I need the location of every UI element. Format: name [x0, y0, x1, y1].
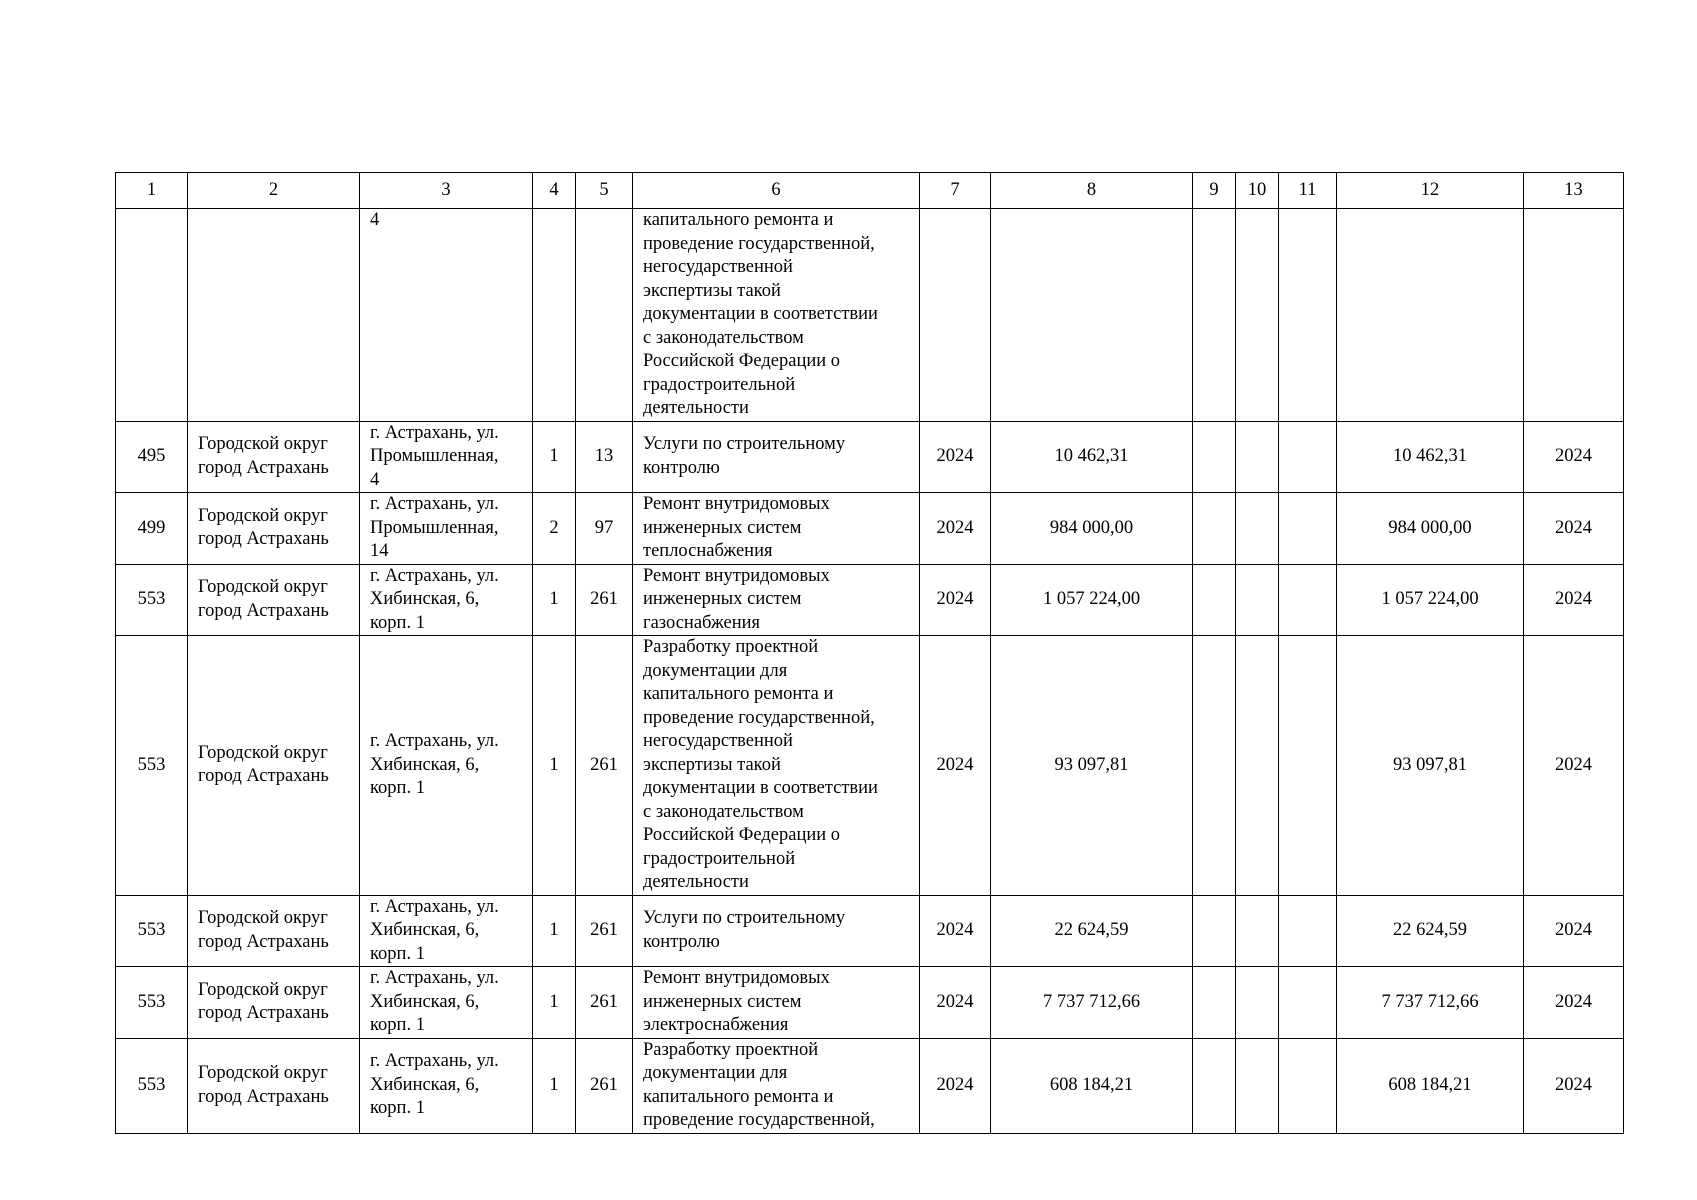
- table-cell: [576, 895, 633, 967]
- cell-text: 93 097,81: [1393, 754, 1467, 775]
- table-cell: [1236, 1038, 1279, 1133]
- header-cell: 3: [360, 173, 533, 209]
- table-cell: [920, 421, 991, 493]
- table-row: [116, 493, 1624, 565]
- cell-text: Городской округ город Астрахань: [198, 908, 329, 952]
- table-cell: [1193, 209, 1236, 422]
- table-cell: [116, 209, 188, 422]
- table-cell: [633, 1038, 920, 1133]
- cell-text: 2024: [1555, 1074, 1592, 1095]
- table-cell: [576, 1038, 633, 1133]
- table-cell: [533, 967, 576, 1039]
- table-cell: [991, 967, 1193, 1039]
- table-cell: [920, 564, 991, 636]
- table-cell: [920, 1038, 991, 1133]
- table-cell: [116, 895, 188, 967]
- table-cell: [360, 895, 533, 967]
- table-cell: [920, 636, 991, 896]
- header-cell: 6: [633, 173, 920, 209]
- cell-text: 553: [137, 754, 166, 775]
- table-cell: [633, 636, 920, 896]
- table-cell: [116, 421, 188, 493]
- table-cell: [1337, 1038, 1524, 1133]
- cell-text: 261: [590, 991, 618, 1012]
- header-cell: 2: [188, 173, 360, 209]
- cell-text: Городской округ город Астрахань: [198, 979, 329, 1024]
- table-cell: [188, 1038, 360, 1133]
- cell-text: капитального ремонта и проведение государственной, негосударственной экспертизы такой документации в соответствии с законодательством Российской Федерации о градостроительной деятельности: [643, 210, 878, 418]
- table-cell: [1279, 636, 1337, 896]
- cell-text: 261: [590, 754, 618, 775]
- table-cell: [1279, 421, 1337, 493]
- table-cell: [633, 493, 920, 565]
- cell-text: 2024: [1555, 754, 1592, 775]
- table-cell: [1524, 895, 1624, 967]
- header-cell: 7: [920, 173, 991, 209]
- table-cell: [991, 209, 1193, 422]
- table-cell: [1236, 564, 1279, 636]
- table-cell: [1337, 421, 1524, 493]
- cell-text: 22 624,59: [1054, 920, 1129, 940]
- cell-text: 10 462,31: [1054, 446, 1129, 466]
- header-cell: 5: [576, 173, 633, 209]
- table-cell: [533, 1038, 576, 1133]
- table-row: [116, 1038, 1624, 1133]
- cell-text: 499: [137, 517, 166, 538]
- cell-text: 1: [549, 589, 559, 609]
- table-cell: [633, 564, 920, 636]
- cell-text: 2024: [1555, 991, 1592, 1012]
- table-cell: [116, 1038, 188, 1133]
- continuation-row: [116, 209, 1624, 422]
- table-cell: [1337, 636, 1524, 896]
- table-row: [116, 564, 1624, 636]
- cell-text: Городской округ город Астрахань: [198, 505, 329, 550]
- table-cell: [188, 421, 360, 493]
- table-cell: [1279, 493, 1337, 565]
- cell-text: 2024: [936, 517, 974, 538]
- cell-text: г. Астрахань, ул. Хибинская, 6, корп. 1: [370, 731, 499, 798]
- cell-text: 2024: [936, 589, 974, 609]
- table-cell: [1236, 493, 1279, 565]
- table-cell: [1193, 564, 1236, 636]
- table-cell: [1193, 493, 1236, 565]
- table-cell: [1193, 967, 1236, 1039]
- table-cell: [920, 493, 991, 565]
- cell-text: 553: [137, 991, 166, 1012]
- table-cell: [533, 493, 576, 565]
- table-cell: [360, 967, 533, 1039]
- table-cell: [1279, 967, 1337, 1039]
- cell-text: 984 000,00: [1388, 517, 1472, 538]
- table-cell: [533, 421, 576, 493]
- cell-text: 13: [594, 446, 614, 466]
- cell-text: 553: [137, 589, 166, 609]
- table-cell: [1279, 209, 1337, 422]
- table-row: [116, 895, 1624, 967]
- table-cell: [188, 636, 360, 896]
- table-row: [116, 421, 1624, 493]
- header-cell: 10: [1236, 173, 1279, 209]
- cell-text: 1 057 224,00: [1042, 589, 1141, 609]
- table-cell: [188, 209, 360, 422]
- table-cell: [991, 493, 1193, 565]
- cell-text: 1 057 224,00: [1381, 589, 1479, 609]
- document-table: [115, 172, 1624, 1134]
- table-cell: [533, 209, 576, 422]
- cell-text: 2024: [936, 754, 974, 775]
- cell-text: Ремонт внутридомовых инженерных систем электроснабжения: [643, 968, 830, 1035]
- table-cell: [991, 895, 1193, 967]
- table-row: [116, 967, 1624, 1039]
- table-cell: [116, 493, 188, 565]
- table-cell: [188, 895, 360, 967]
- cell-text: г. Астрахань, ул. Хибинская, 6, корп. 1: [370, 565, 499, 633]
- cell-text: Городской округ город Астрахань: [198, 1063, 329, 1107]
- table-cell: [1337, 493, 1524, 565]
- table-cell: [633, 967, 920, 1039]
- table-cell: [1193, 636, 1236, 896]
- table-cell: [360, 421, 533, 493]
- cell-text: 553: [137, 920, 166, 940]
- cell-text: 261: [590, 589, 618, 609]
- header-cell: 1: [116, 173, 188, 209]
- table-cell: [188, 564, 360, 636]
- table-cell: [360, 564, 533, 636]
- table-cell: [576, 209, 633, 422]
- cell-text: Услуги по строительному контролю: [643, 434, 846, 478]
- table-cell: [360, 209, 533, 422]
- cell-text: 93 097,81: [1054, 754, 1129, 775]
- header-cell: 12: [1337, 173, 1524, 209]
- cell-text: 7 737 712,66: [1381, 991, 1479, 1012]
- cell-text: Разработку проектной документации для капитального ремонта и проведение государственной,: [643, 1039, 875, 1130]
- table-cell: [991, 421, 1193, 493]
- table-cell: [1236, 421, 1279, 493]
- cell-text: 608 184,21: [1388, 1074, 1472, 1095]
- table-cell: [533, 636, 576, 896]
- table-cell: [360, 636, 533, 896]
- table-cell: [1236, 895, 1279, 967]
- table-cell: [1236, 209, 1279, 422]
- table-cell: [633, 209, 920, 422]
- header-cell: 4: [533, 173, 576, 209]
- table-row: [116, 636, 1624, 896]
- table-cell: [633, 895, 920, 967]
- cell-text: 2024: [936, 920, 974, 940]
- cell-text: 495: [137, 446, 166, 466]
- cell-text: 261: [590, 920, 618, 940]
- cell-text: г. Астрахань, ул. Хибинская, 6, корп. 1: [370, 1051, 499, 1119]
- header-row: [116, 173, 1624, 209]
- cell-text: 608 184,21: [1049, 1074, 1134, 1095]
- cell-text: 1: [549, 991, 559, 1012]
- cell-text: 2024: [1555, 517, 1592, 538]
- table-cell: [1524, 636, 1624, 896]
- table-cell: [1279, 1038, 1337, 1133]
- table-cell: [116, 564, 188, 636]
- table-cell: [1524, 421, 1624, 493]
- cell-text: Городской округ город Астрахань: [198, 577, 329, 621]
- table-cell: [1279, 564, 1337, 636]
- table-cell: [633, 421, 920, 493]
- cell-text: 4: [370, 210, 380, 230]
- table-cell: [576, 421, 633, 493]
- cell-text: 2: [549, 517, 559, 538]
- cell-text: 1: [549, 1074, 559, 1095]
- table-cell: [991, 1038, 1193, 1133]
- cell-text: 97: [594, 517, 614, 538]
- table-cell: [1337, 209, 1524, 422]
- cell-text: 1: [549, 446, 559, 466]
- cell-text: г. Астрахань, ул. Промышленная, 14: [370, 494, 499, 561]
- table-cell: [1337, 564, 1524, 636]
- table-cell: [1524, 493, 1624, 565]
- cell-text: 1: [549, 920, 559, 940]
- cell-text: Услуги по строительному контролю: [643, 908, 846, 952]
- table-cell: [920, 209, 991, 422]
- cell-text: 10 462,31: [1393, 446, 1467, 466]
- table-cell: [1337, 895, 1524, 967]
- table-cell: [188, 967, 360, 1039]
- cell-text: 984 000,00: [1049, 517, 1134, 538]
- header-cell: 13: [1524, 173, 1624, 209]
- table-cell: [1524, 564, 1624, 636]
- cell-text: Ремонт внутридомовых инженерных систем газоснабжения: [643, 565, 830, 633]
- cell-text: 2024: [1555, 446, 1592, 466]
- table-cell: [991, 564, 1193, 636]
- cell-text: Городской округ город Астрахань: [198, 434, 329, 478]
- cell-text: 7 737 712,66: [1042, 991, 1141, 1012]
- table-cell: [1337, 967, 1524, 1039]
- table-cell: [1236, 967, 1279, 1039]
- table-cell: [1193, 895, 1236, 967]
- table-cell: [1524, 1038, 1624, 1133]
- table-cell: [360, 493, 533, 565]
- table-cell: [1193, 1038, 1236, 1133]
- table-cell: [920, 895, 991, 967]
- table-cell: [576, 967, 633, 1039]
- cell-text: 2024: [936, 446, 974, 466]
- cell-text: г. Астрахань, ул. Хибинская, 6, корп. 1: [370, 968, 499, 1035]
- table-cell: [533, 895, 576, 967]
- table-cell: [1236, 636, 1279, 896]
- cell-text: 2024: [936, 1074, 974, 1095]
- header-cell: 9: [1193, 173, 1236, 209]
- header-cell: 8: [991, 173, 1193, 209]
- cell-text: Разработку проектной документации для капитального ремонта и проведение государственной, негосударственной экспертизы такой документации в соответствии с законодательством Российской Федерации о градостроительной деятельности: [643, 637, 878, 892]
- table-cell: [533, 564, 576, 636]
- cell-text: 22 624,59: [1393, 920, 1467, 940]
- table-cell: [116, 967, 188, 1039]
- table-cell: [116, 636, 188, 896]
- table-cell: [576, 636, 633, 896]
- table-cell: [188, 493, 360, 565]
- cell-text: г. Астрахань, ул. Хибинская, 6, корп. 1: [370, 896, 499, 964]
- cell-text: 2024: [1555, 589, 1592, 609]
- table-cell: [1524, 209, 1624, 422]
- cell-text: 2024: [1555, 920, 1592, 940]
- cell-text: г. Астрахань, ул. Промышленная, 4: [370, 422, 499, 490]
- cell-text: 553: [137, 1074, 166, 1095]
- table-cell: [920, 967, 991, 1039]
- table-cell: [1279, 895, 1337, 967]
- cell-text: Городской округ город Астрахань: [198, 742, 329, 787]
- header-cell: 11: [1279, 173, 1337, 209]
- cell-text: Ремонт внутридомовых инженерных систем теплоснабжения: [643, 494, 830, 561]
- cell-text: 1: [549, 754, 559, 775]
- table-cell: [360, 1038, 533, 1133]
- table-cell: [1524, 967, 1624, 1039]
- cell-text: 261: [590, 1074, 618, 1095]
- cell-text: 2024: [936, 991, 974, 1012]
- table-cell: [576, 564, 633, 636]
- table-cell: [1193, 421, 1236, 493]
- table-cell: [576, 493, 633, 565]
- table-cell: [991, 636, 1193, 896]
